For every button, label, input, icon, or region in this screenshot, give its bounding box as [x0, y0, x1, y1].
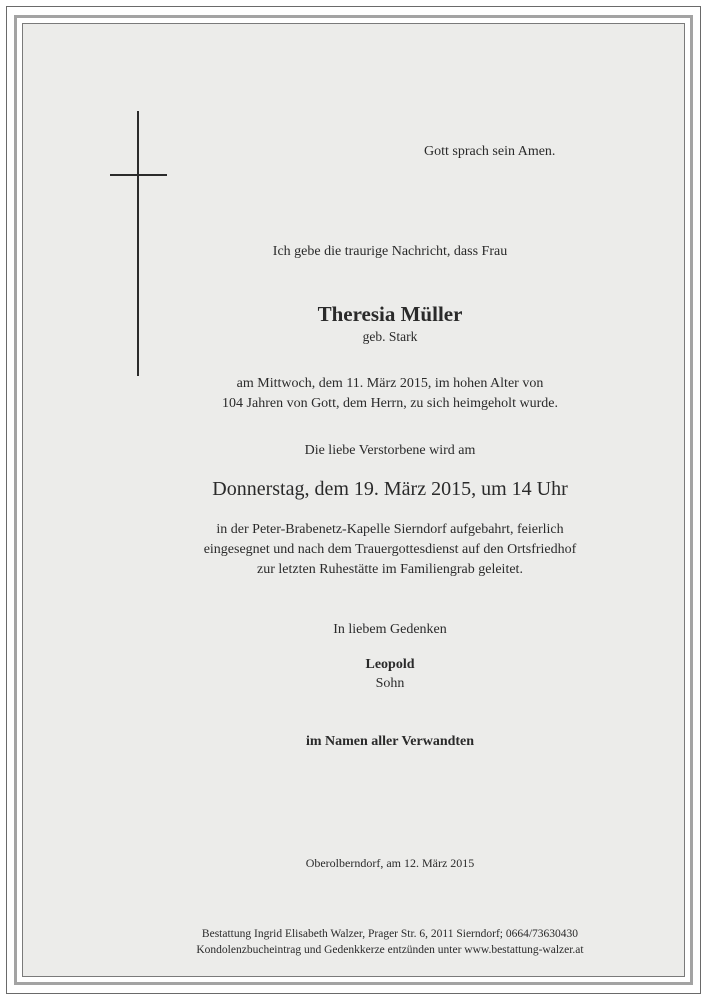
deceased-name: Theresia Müller	[317, 302, 463, 326]
cross-horizontal-bar	[110, 174, 167, 176]
mourner-relation: Sohn	[375, 676, 405, 691]
death-notice-line: 104 Jahren von Gott, dem Herrn, zu sich heimgeholt wurde.	[222, 396, 558, 411]
funeral-home-info	[100, 926, 680, 958]
relatives-note: im Namen aller Verwandten	[305, 734, 475, 749]
maiden-name: geb. Stark	[362, 329, 418, 344]
mourner-name: Leopold	[365, 657, 415, 672]
death-notice	[100, 374, 680, 414]
ceremony-details	[100, 520, 680, 580]
ceremony-date: Donnerstag, dem 19. März 2015, um 14 Uhr	[212, 478, 568, 500]
funeral-home-website: Kondolenzbucheintrag und Gedenkkerze entzünden unter www.bestattung-walzer.at	[196, 944, 584, 956]
motto: Gott sprach sein Amen.	[424, 144, 556, 159]
funeral-home-address: Bestattung Ingrid Elisabeth Walzer, Prager Str. 6, 2011 Sierndorf; 0664/73630430	[201, 928, 579, 940]
announcement-intro: Ich gebe die traurige Nachricht, dass Frau	[272, 244, 508, 259]
ceremony-line: zur letzten Ruhestätte im Familiengrab geleitet.	[257, 562, 523, 577]
place-and-date: Oberolberndorf, am 12. März 2015	[305, 856, 475, 870]
memory-phrase: In liebem Gedenken	[333, 622, 447, 637]
wake-intro: Die liebe Verstorbene wird am	[304, 443, 476, 458]
ceremony-line: in der Peter-Brabenetz-Kapelle Sierndorf aufgebahrt, feierlich	[216, 522, 564, 537]
death-notice-line: am Mittwoch, dem 11. März 2015, im hohen Alter von	[236, 376, 544, 391]
ceremony-line: eingesegnet und nach dem Trauergottesdienst auf den Ortsfriedhof	[203, 542, 577, 557]
